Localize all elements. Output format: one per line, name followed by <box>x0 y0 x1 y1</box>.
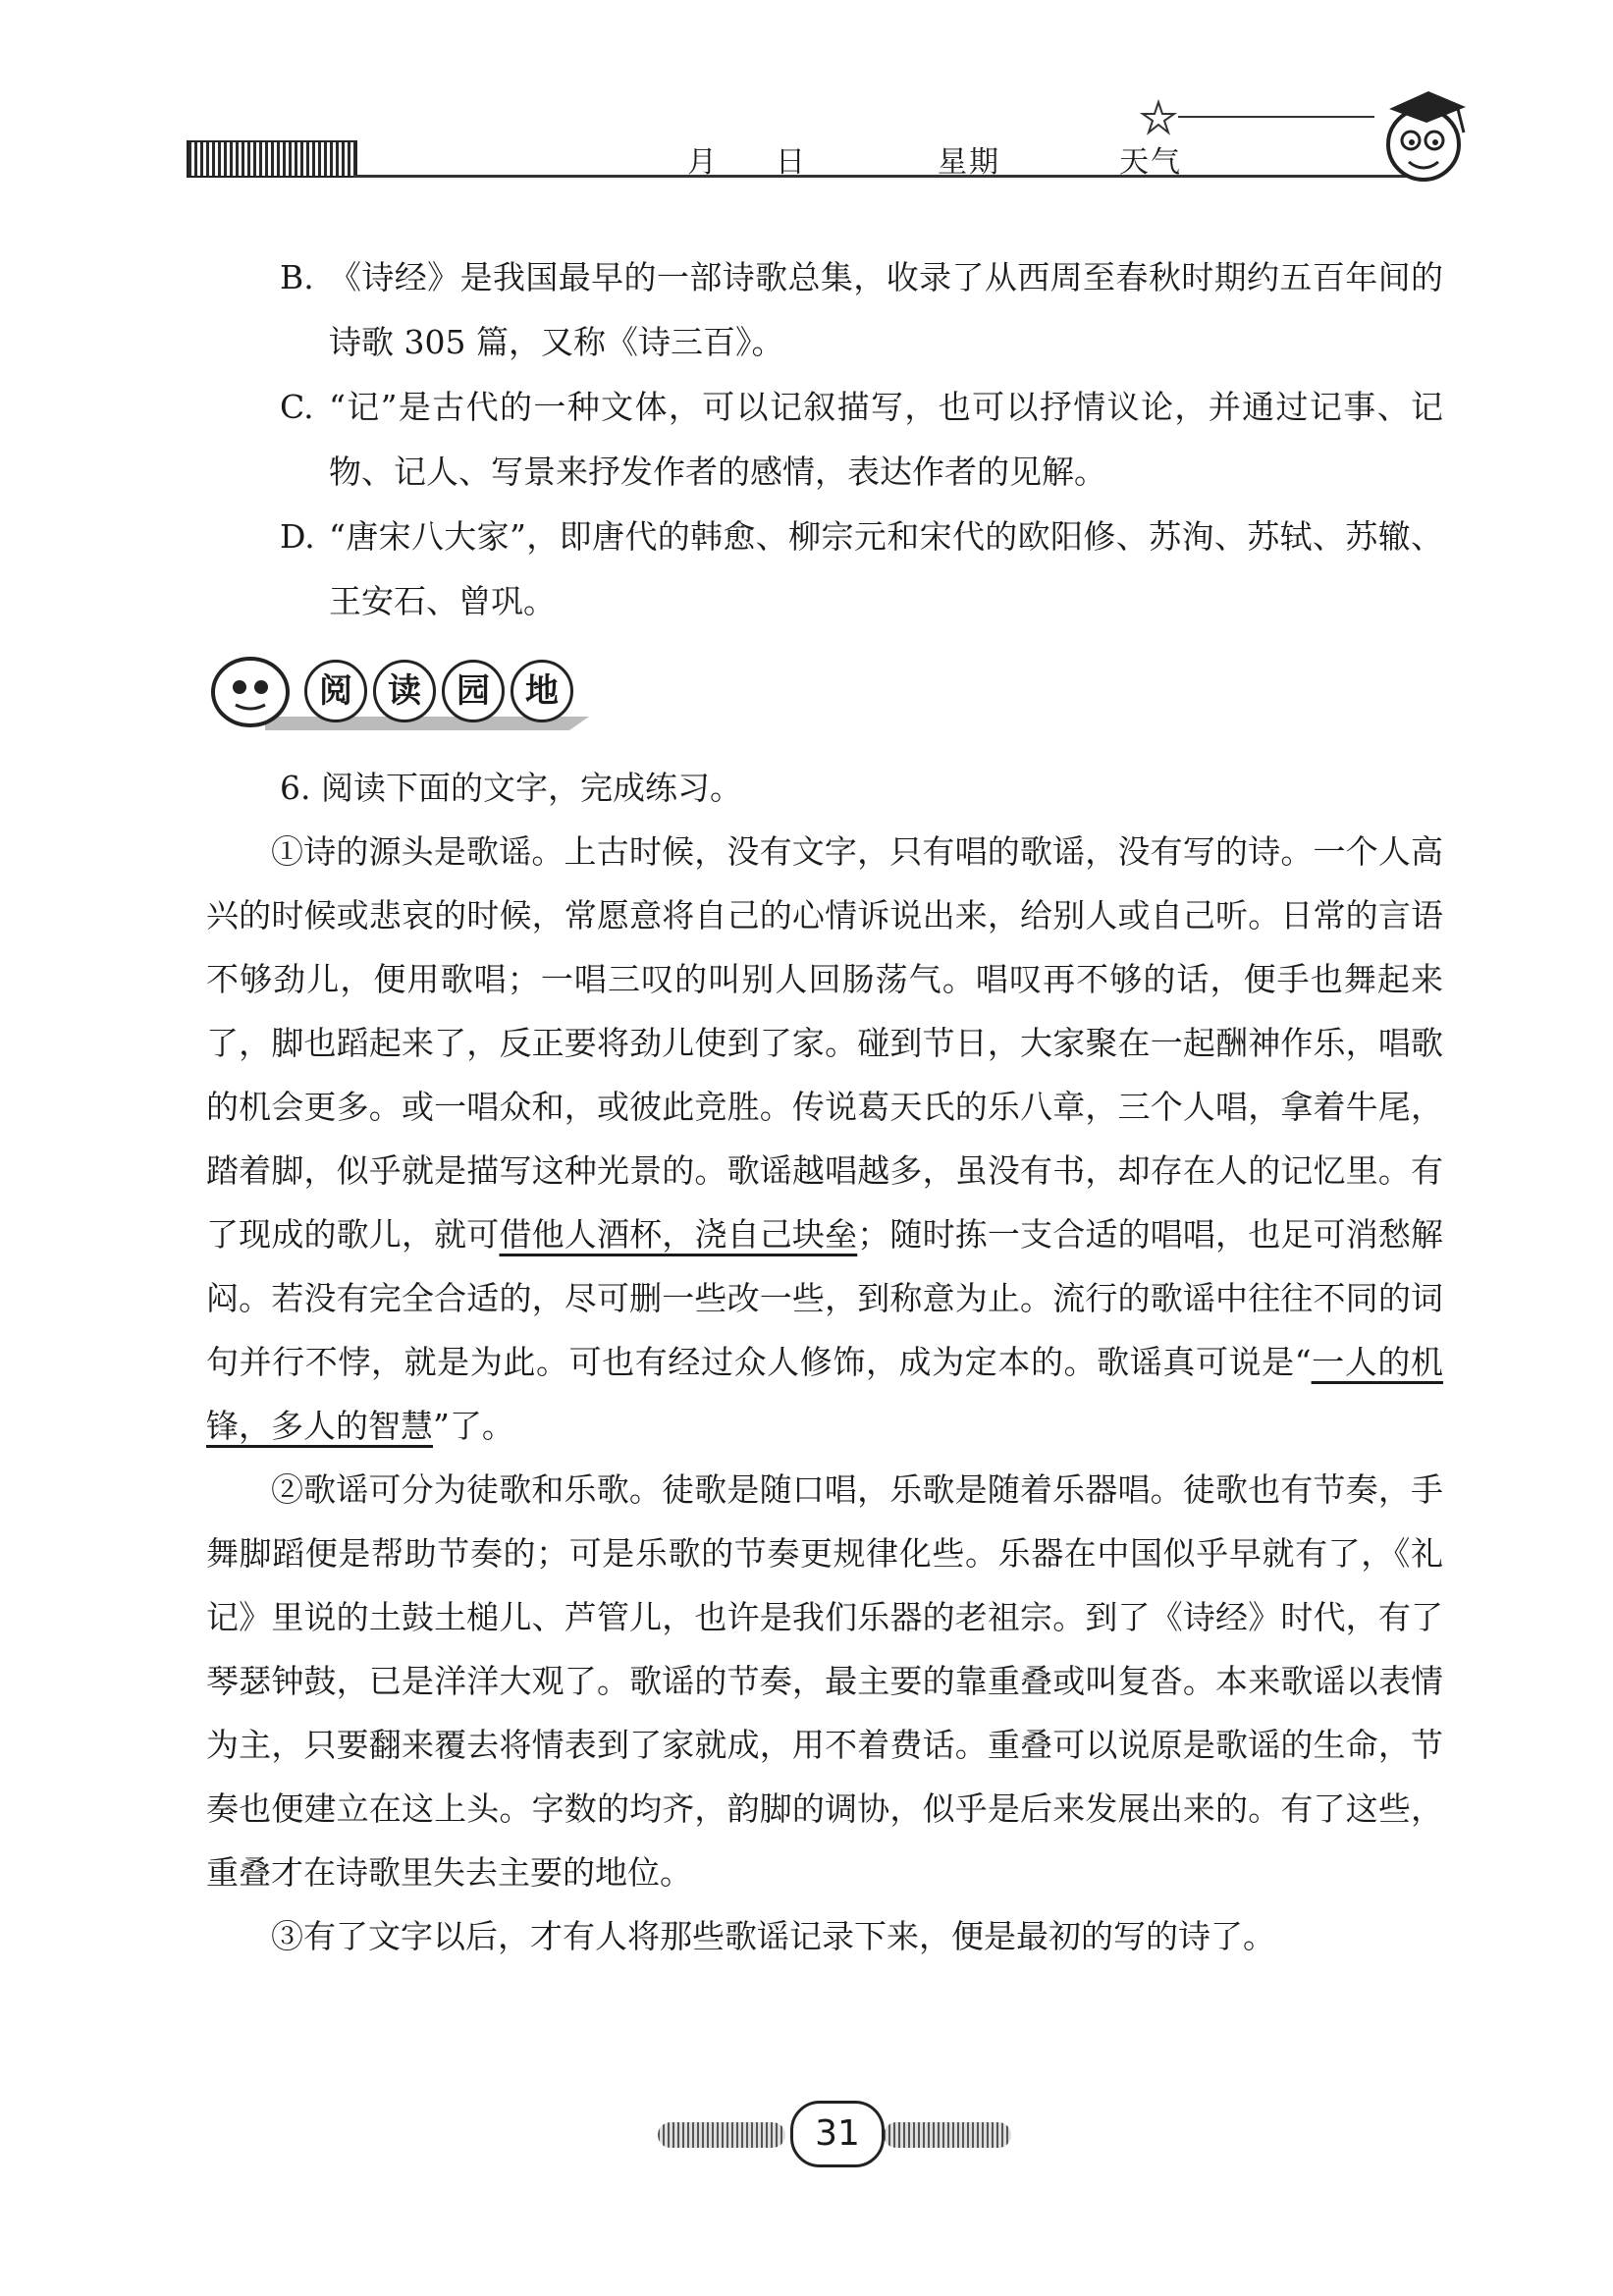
underlined-phrase-2: 一人的机锋，多人的智慧 <box>206 1343 1444 1445</box>
option-b <box>206 245 1443 375</box>
paragraph-1 <box>206 820 1443 1458</box>
footer-decoration-right <box>884 2122 1011 2148</box>
option-text: 《诗经》是我国最早的一部诗歌总集，收录了从西周至春秋时期约五百年间的诗歌 305 篇，又称《诗三百》。 <box>329 258 1443 361</box>
paragraph-text: ；随时拣一支合适的唱唱，也足可消愁解闷。若没有完全合适的，尽可删一些改一些，到称意为止。流行的歌谣中往往不同的词句并行不悖，就是为此。可也有经过众人修饰，成为定本的。歌谣真可说是“ <box>206 1215 1444 1381</box>
underlined-phrase-1: 借他人酒杯，浇自己块垒 <box>499 1215 858 1254</box>
option-text: “唐宋八大家”，即唐代的韩愈、柳宗元和宋代的欧阳修、苏洵、苏轼、苏辙、王安石、曾巩。 <box>329 517 1443 620</box>
mascot-graduate-icon <box>1370 83 1478 191</box>
section-title-char: 园 <box>442 660 505 722</box>
section-title-char: 阅 <box>304 660 367 722</box>
section-title-char: 读 <box>373 660 436 722</box>
option-text: “记”是古代的一种文体，可以记叙描写，也可以抒情议论，并通过记事、记物、记人、写景来抒发作者的感情，表达作者的见解。 <box>329 388 1443 491</box>
footer-decoration-left <box>658 2122 785 2148</box>
header-decorative-bar <box>187 140 357 178</box>
option-label: B. <box>280 258 314 296</box>
section-title-char: 地 <box>511 660 573 722</box>
option-label: C. <box>280 388 314 426</box>
reading-passage <box>206 756 1443 1968</box>
page-header <box>0 0 1613 196</box>
weather-label: 天气 <box>1119 145 1182 180</box>
paragraph-3: ③有了文字以后，才有人将那些歌谣记录下来，便是最初的写的诗了。 <box>271 1917 1275 1955</box>
option-c <box>206 375 1443 505</box>
paragraph-text: ”了。 <box>433 1407 514 1445</box>
month-label: 月 <box>687 145 719 180</box>
weekday-label: 星期 <box>938 145 1000 180</box>
reading-section-banner <box>206 648 599 736</box>
option-label: D. <box>280 517 315 556</box>
page-footer <box>658 2101 1011 2169</box>
star-doodle-icon <box>1139 98 1178 137</box>
paragraph-text: ①诗的源头是歌谣。上古时候，没有文字，只有唱的歌谣，没有写的诗。一个人高兴的时候或悲哀的时候，常愿意将自己的心情诉说出来，给别人或自己听。日常的言语不够劲儿，便用歌唱；一唱三叹的叫别人回肠荡气。唱叹再不够的话，便手也舞起来了，脚也蹈起来了，反正要将劲儿使到了家。碰到节日，大家聚在一起酬神作乐，唱歌的机会更多。或一唱众和，或彼此竞胜。传说葛天氏的乐八章，三个人唱，拿着牛尾，踏着脚，似乎就是描写这种光景的。歌谣越唱越多，虽没有书，却存在人的记忆里。有了现成的歌儿，就可 <box>206 832 1443 1254</box>
day-label: 日 <box>776 145 807 180</box>
page-number: 31 <box>790 2101 885 2167</box>
header-rule <box>353 175 1424 178</box>
question-prompt: 6. 阅读下面的文字，完成练习。 <box>280 769 742 807</box>
header-top-rule <box>1178 116 1374 118</box>
option-d <box>206 505 1443 634</box>
paragraph-2: ②歌谣可分为徒歌和乐歌。徒歌是随口唱，乐歌是随着乐器唱。徒歌也有节奏，手舞脚蹈便是帮助节奏的；可是乐歌的节奏更规律化些。乐器在中国似乎早就有了，《礼记》里说的土鼓土槌儿、芦管儿，也许是我们乐器的老祖宗。到了《诗经》时代，有了琴瑟钟鼓，已是洋洋大观了。歌谣的节奏，最主要的靠重叠或叫复沓。本来歌谣以表情为主，只要翻来覆去将情表到了家就成，用不着费话。重叠可以说原是歌谣的生命，节奏也便建立在这上头。字数的均齐，韵脚的调协，似乎是后来发展出来的。有了这些，重叠才在诗歌里失去主要的地位。 <box>206 1470 1443 1892</box>
answer-options <box>206 245 1443 634</box>
